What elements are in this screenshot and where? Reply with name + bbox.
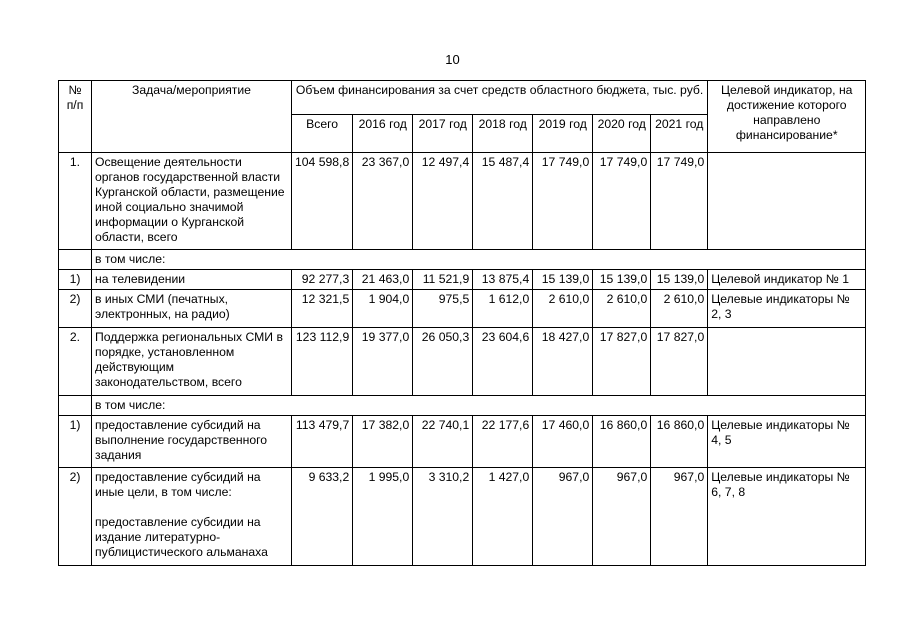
- header-year: 2021 год: [651, 115, 708, 153]
- row-value: 1 427,0: [473, 468, 533, 566]
- row-value: 22 740,1: [413, 416, 473, 468]
- row-indicator: Целевой индикатор № 1: [708, 270, 866, 290]
- row-value: 3 310,2: [413, 468, 473, 566]
- row-value: 2 610,0: [651, 290, 708, 328]
- row-value: 18 427,0: [533, 328, 593, 396]
- row-total: 92 277,3: [292, 270, 353, 290]
- header-num: № п/п: [59, 81, 92, 153]
- row-task: предоставление субсидий на выполнение государственного задания: [92, 416, 292, 468]
- row-total: 123 112,9: [292, 328, 353, 396]
- row-indicator: [708, 153, 866, 250]
- row-value: 13 875,4: [473, 270, 533, 290]
- financing-table: [58, 80, 866, 566]
- row-task: в иных СМИ (печатных, электронных, на радио): [92, 290, 292, 328]
- row-value: 17 460,0: [533, 416, 593, 468]
- row-value: 11 521,9: [413, 270, 473, 290]
- row-total: 12 321,5: [292, 290, 353, 328]
- row-value: 15 139,0: [651, 270, 708, 290]
- table-row: [59, 416, 866, 468]
- table-row: [59, 328, 866, 396]
- row-task: [92, 468, 292, 566]
- table-row: [59, 250, 866, 270]
- header-year: 2020 год: [593, 115, 651, 153]
- header-year: 2017 год: [413, 115, 473, 153]
- row-task: в том числе:: [92, 250, 866, 270]
- header-indicator: Целевой индикатор, на достижение которого направлено финансирование*: [708, 81, 866, 153]
- row-value: 17 749,0: [533, 153, 593, 250]
- row-num: [59, 396, 92, 416]
- header-funding: Объем финансирования за счет средств областного бюджета, тыс. руб.: [292, 81, 708, 115]
- row-value: 1 995,0: [353, 468, 413, 566]
- row-num: 2): [59, 468, 92, 566]
- row-indicator: Целевые индикаторы № 2, 3: [708, 290, 866, 328]
- row-num: 2): [59, 290, 92, 328]
- table-row: [59, 396, 866, 416]
- row-value: 967,0: [593, 468, 651, 566]
- row-task-sub: предоставление субсидии на издание литературно-публицистического альманаха: [95, 515, 268, 559]
- row-value: 15 139,0: [593, 270, 651, 290]
- row-total: 113 479,7: [292, 416, 353, 468]
- row-value: 1 612,0: [473, 290, 533, 328]
- row-indicator: [708, 328, 866, 396]
- row-value: 23 604,6: [473, 328, 533, 396]
- row-value: 23 367,0: [353, 153, 413, 250]
- row-task: на телевидении: [92, 270, 292, 290]
- row-value: 2 610,0: [593, 290, 651, 328]
- row-value: 975,5: [413, 290, 473, 328]
- row-indicator: Целевые индикаторы № 4, 5: [708, 416, 866, 468]
- row-indicator: Целевые индикаторы № 6, 7, 8: [708, 468, 866, 566]
- row-num: 2.: [59, 328, 92, 396]
- row-value: 17 827,0: [651, 328, 708, 396]
- table-row: [59, 153, 866, 250]
- row-value: 22 177,6: [473, 416, 533, 468]
- row-total: 9 633,2: [292, 468, 353, 566]
- row-num: 1.: [59, 153, 92, 250]
- row-value: 12 497,4: [413, 153, 473, 250]
- row-task: Освещение деятельности органов государственной власти Курганской области, размещение иной социально значимой информации о Курганской области, всего: [92, 153, 292, 250]
- row-task-main: предоставление субсидий на иные цели, в том числе:: [95, 470, 261, 499]
- row-value: 967,0: [651, 468, 708, 566]
- row-value: 16 860,0: [593, 416, 651, 468]
- table-row: [59, 468, 866, 566]
- row-value: 17 827,0: [593, 328, 651, 396]
- row-value: 19 377,0: [353, 328, 413, 396]
- page-number: 10: [445, 52, 460, 67]
- row-value: 15 487,4: [473, 153, 533, 250]
- row-value: 1 904,0: [353, 290, 413, 328]
- row-value: 15 139,0: [533, 270, 593, 290]
- table-row: [59, 290, 866, 328]
- row-task: в том числе:: [92, 396, 866, 416]
- header-year: 2019 год: [533, 115, 593, 153]
- row-num: 1): [59, 270, 92, 290]
- header-task: Задача/мероприятие: [92, 81, 292, 153]
- row-num: [59, 250, 92, 270]
- row-value: 17 749,0: [593, 153, 651, 250]
- header-year: 2018 год: [473, 115, 533, 153]
- row-value: 26 050,3: [413, 328, 473, 396]
- row-num: 1): [59, 416, 92, 468]
- table-row: [59, 270, 866, 290]
- row-total: 104 598,8: [292, 153, 353, 250]
- row-value: 16 860,0: [651, 416, 708, 468]
- header-total: Всего: [292, 115, 353, 153]
- row-value: 17 382,0: [353, 416, 413, 468]
- row-task: Поддержка региональных СМИ в порядке, установленном действующим законодательством, всего: [92, 328, 292, 396]
- row-value: 21 463,0: [353, 270, 413, 290]
- header-year: 2016 год: [353, 115, 413, 153]
- row-value: 17 749,0: [651, 153, 708, 250]
- row-value: 2 610,0: [533, 290, 593, 328]
- row-value: 967,0: [533, 468, 593, 566]
